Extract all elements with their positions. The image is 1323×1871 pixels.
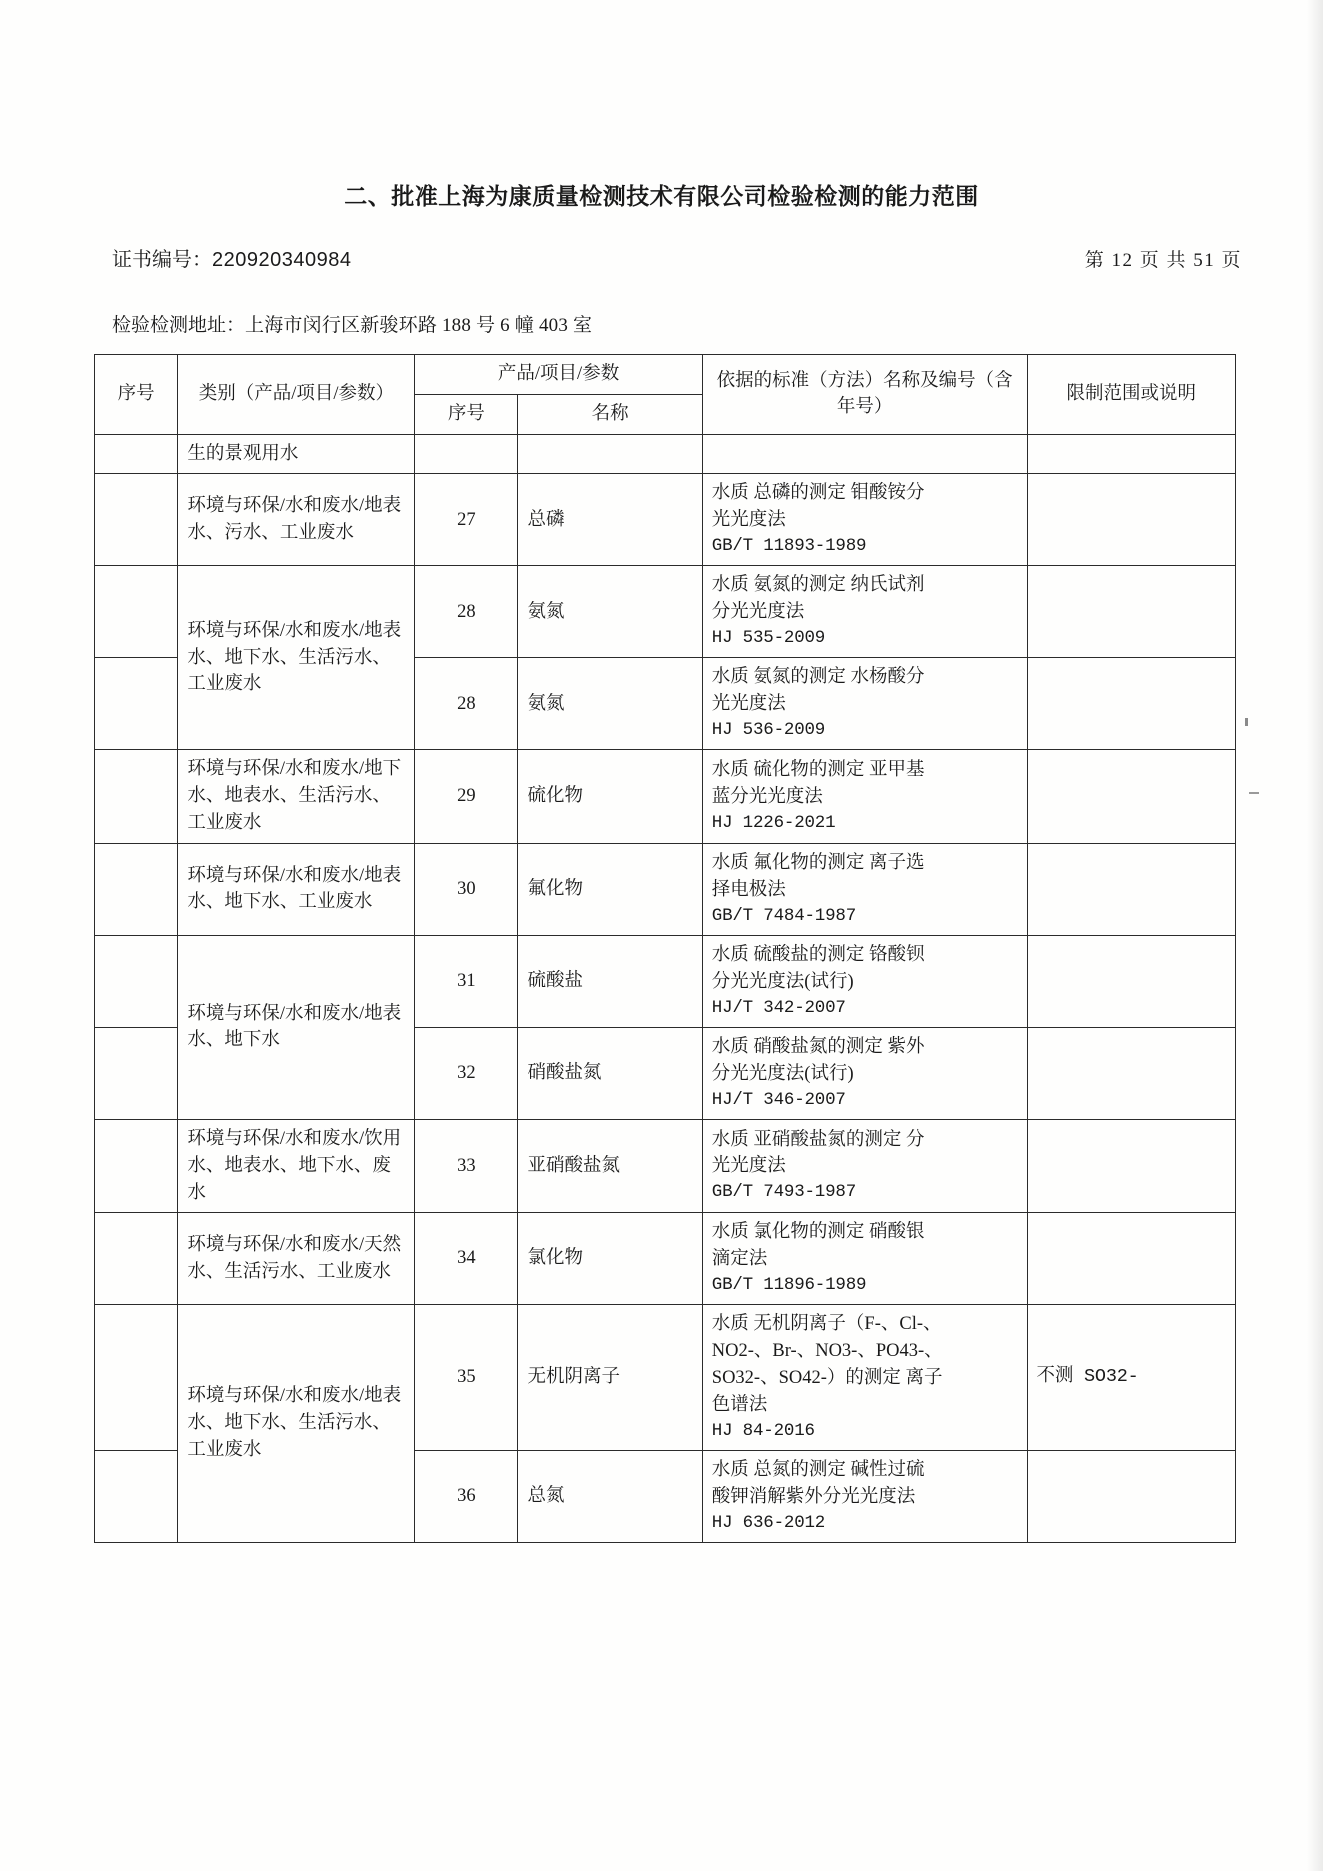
address-label: 检验检测地址： xyxy=(112,315,246,336)
standard-line: 蓝分光光度法 xyxy=(711,786,823,807)
cell-category: 生的景观用水 xyxy=(178,434,415,474)
cell-product-seq: 29 xyxy=(415,750,518,843)
standard-code: HJ 535-2009 xyxy=(711,628,826,649)
cell-seq xyxy=(95,658,178,750)
header-limit: 限制范围或说明 xyxy=(1027,355,1235,435)
standard-line: 水质 氯化物的测定 硝酸银 xyxy=(711,1222,925,1243)
cell-limit xyxy=(1027,434,1235,474)
cell-limit xyxy=(1027,566,1235,658)
cell-standard xyxy=(702,935,1027,1027)
standard-line: 光光度法 xyxy=(711,1156,786,1177)
header-category: 类别（产品/项目/参数） xyxy=(178,355,415,435)
cell-product-seq: 31 xyxy=(415,935,518,1027)
standard-code: HJ 1226-2021 xyxy=(711,812,836,833)
header-standard: 依据的标准（方法）名称及编号（含年号） xyxy=(702,355,1027,435)
table-row xyxy=(95,935,1236,1027)
address-value: 上海市闵行区新骏环路 188 号 6 幢 403 室 xyxy=(245,315,593,336)
cell-product-name: 硫化物 xyxy=(518,750,702,843)
standard-code: HJ 84-2016 xyxy=(711,1420,815,1441)
standard-line: 水质 氨氮的测定 纳氏试剂 xyxy=(711,575,925,596)
standard-line: 色谱法 xyxy=(711,1394,768,1415)
cell-seq xyxy=(95,474,178,566)
cell-product-seq: 27 xyxy=(415,474,518,566)
cell-product-name: 氟化物 xyxy=(518,843,702,935)
certificate-number-label: 证书编号： xyxy=(112,249,212,271)
cell-category: 环境与环保/水和废水/地表水、污水、工业废水 xyxy=(178,474,415,566)
table-row xyxy=(95,1305,1236,1451)
cell-limit xyxy=(1027,1119,1235,1212)
cell-product-seq: 30 xyxy=(415,843,518,935)
cell-seq xyxy=(95,1305,178,1451)
cell-standard xyxy=(702,1027,1027,1119)
table-row xyxy=(95,750,1236,843)
cell-product-seq: 33 xyxy=(415,1119,518,1212)
standard-line: 水质 无机阴离子（F-、Cl-、 xyxy=(711,1314,942,1335)
cell-limit xyxy=(1027,1027,1235,1119)
cell-product-seq: 32 xyxy=(415,1027,518,1119)
standard-code: GB/T 7493-1987 xyxy=(711,1182,857,1203)
scan-artifact-dash xyxy=(1249,792,1259,794)
cell-standard xyxy=(702,750,1027,843)
cell-category: 环境与环保/水和废水/饮用水、地表水、地下水、废水 xyxy=(178,1119,415,1212)
cell-seq xyxy=(95,1119,178,1212)
cell-product-name xyxy=(518,434,702,474)
scan-artifact-mark xyxy=(1245,718,1248,726)
standard-line: 酸钾消解紫外分光光度法 xyxy=(711,1486,916,1507)
standard-line: 水质 硫化物的测定 亚甲基 xyxy=(711,760,925,781)
cell-limit xyxy=(1027,1450,1235,1542)
standard-code: GB/T 11893-1989 xyxy=(711,536,867,557)
page-title: 二、批准上海为康质量检测技术有限公司检验检测的能力范围 xyxy=(344,183,979,209)
table-header-row xyxy=(95,355,1236,395)
address-row xyxy=(112,310,592,337)
standard-line: 水质 总氮的测定 碱性过硫 xyxy=(711,1459,925,1480)
standard-code: GB/T 11896-1989 xyxy=(711,1274,867,1295)
cell-category: 环境与环保/水和废水/地表水、地下水、生活污水、工业废水 xyxy=(178,566,415,750)
table-row xyxy=(95,1213,1236,1305)
cell-product-seq: 28 xyxy=(415,658,518,750)
cell-standard xyxy=(702,1213,1027,1305)
standard-line: SO32-、SO42-）的测定 离子 xyxy=(711,1367,943,1388)
cell-standard xyxy=(702,1119,1027,1212)
cell-seq xyxy=(95,1450,178,1542)
table-row xyxy=(95,566,1236,658)
table-row xyxy=(95,474,1236,566)
cell-product-name: 硝酸盐氮 xyxy=(518,1027,702,1119)
cell-limit xyxy=(1027,658,1235,750)
page-edge-shadow xyxy=(1307,0,1323,1871)
table-row xyxy=(95,1119,1236,1212)
cell-limit xyxy=(1027,474,1235,566)
table-row xyxy=(95,843,1236,935)
standard-line: NO2-、Br-、NO3-、PO43-、 xyxy=(711,1341,943,1362)
cell-category: 环境与环保/水和废水/地表水、地下水 xyxy=(178,935,415,1119)
cell-category: 环境与环保/水和废水/地下水、地表水、生活污水、工业废水 xyxy=(178,750,415,843)
cell-category: 环境与环保/水和废水/地表水、地下水、生活污水、工业废水 xyxy=(178,1305,415,1543)
standard-line: 水质 亚硝酸盐氮的测定 分 xyxy=(711,1129,925,1150)
standard-line: 滴定法 xyxy=(711,1249,768,1270)
cell-product-seq: 36 xyxy=(415,1450,518,1542)
standard-code: HJ/T 346-2007 xyxy=(711,1089,846,1110)
cell-product-seq xyxy=(415,434,518,474)
cell-seq xyxy=(95,750,178,843)
standard-line: 水质 硫酸盐的测定 铬酸钡 xyxy=(711,944,925,965)
standard-code: HJ 536-2009 xyxy=(711,720,826,741)
cell-category: 环境与环保/水和废水/地表水、地下水、工业废水 xyxy=(178,843,415,935)
certificate-number xyxy=(112,243,351,272)
cell-product-name: 氯化物 xyxy=(518,1213,702,1305)
cell-standard xyxy=(702,658,1027,750)
cell-limit xyxy=(1027,843,1235,935)
cell-seq xyxy=(95,843,178,935)
capability-table xyxy=(94,354,1236,1543)
cell-standard xyxy=(702,843,1027,935)
cell-standard xyxy=(702,566,1027,658)
header-seq: 序号 xyxy=(95,355,178,435)
standard-line: 水质 硝酸盐氮的测定 紫外 xyxy=(711,1036,925,1057)
cell-standard xyxy=(702,1450,1027,1542)
cell-product-seq: 28 xyxy=(415,566,518,658)
cell-limit xyxy=(1027,935,1235,1027)
standard-code: GB/T 7484-1987 xyxy=(711,905,857,926)
cell-product-name: 氨氮 xyxy=(518,658,702,750)
standard-code: HJ 636-2012 xyxy=(711,1512,826,1533)
standard-code: HJ/T 342-2007 xyxy=(711,997,846,1018)
cell-standard xyxy=(702,474,1027,566)
cell-product-name: 总氮 xyxy=(518,1450,702,1542)
cell-limit xyxy=(1027,1213,1235,1305)
page-indicator: 第 12 页 共 51 页 xyxy=(1084,250,1242,271)
cell-product-name: 氨氮 xyxy=(518,566,702,658)
header-product-name: 名称 xyxy=(518,394,702,434)
cell-limit xyxy=(1027,750,1235,843)
header-product-seq: 序号 xyxy=(415,394,518,434)
cell-limit: 不测 SO32- xyxy=(1027,1305,1235,1451)
standard-line: 光光度法 xyxy=(711,694,786,715)
header-product-group: 产品/项目/参数 xyxy=(415,355,702,395)
cell-seq xyxy=(95,566,178,658)
cell-product-name: 总磷 xyxy=(518,474,702,566)
cell-product-name: 硫酸盐 xyxy=(518,935,702,1027)
cell-category: 环境与环保/水和废水/天然水、生活污水、工业废水 xyxy=(178,1213,415,1305)
certificate-row xyxy=(112,243,1242,272)
standard-line: 水质 氨氮的测定 水杨酸分 xyxy=(711,667,925,688)
cell-seq xyxy=(95,935,178,1027)
standard-line: 光光度法 xyxy=(711,510,786,531)
cell-product-name: 无机阴离子 xyxy=(518,1305,702,1451)
cell-standard xyxy=(702,434,1027,474)
standard-line: 择电极法 xyxy=(711,879,786,900)
standard-line: 分光光度法(试行) xyxy=(711,971,854,992)
cell-seq xyxy=(95,1027,178,1119)
cell-seq xyxy=(95,1213,178,1305)
standard-line: 分光光度法(试行) xyxy=(711,1063,854,1084)
cell-seq xyxy=(95,434,178,474)
standard-line: 水质 氟化物的测定 离子选 xyxy=(711,852,925,873)
cell-product-seq: 35 xyxy=(415,1305,518,1451)
cell-standard xyxy=(702,1305,1027,1451)
cell-product-seq: 34 xyxy=(415,1213,518,1305)
cell-product-name: 亚硝酸盐氮 xyxy=(518,1119,702,1212)
certificate-number-value: 220920340984 xyxy=(212,249,352,271)
standard-line: 分光光度法 xyxy=(711,602,805,623)
standard-line: 水质 总磷的测定 钼酸铵分 xyxy=(711,483,925,504)
table-row xyxy=(95,434,1236,474)
